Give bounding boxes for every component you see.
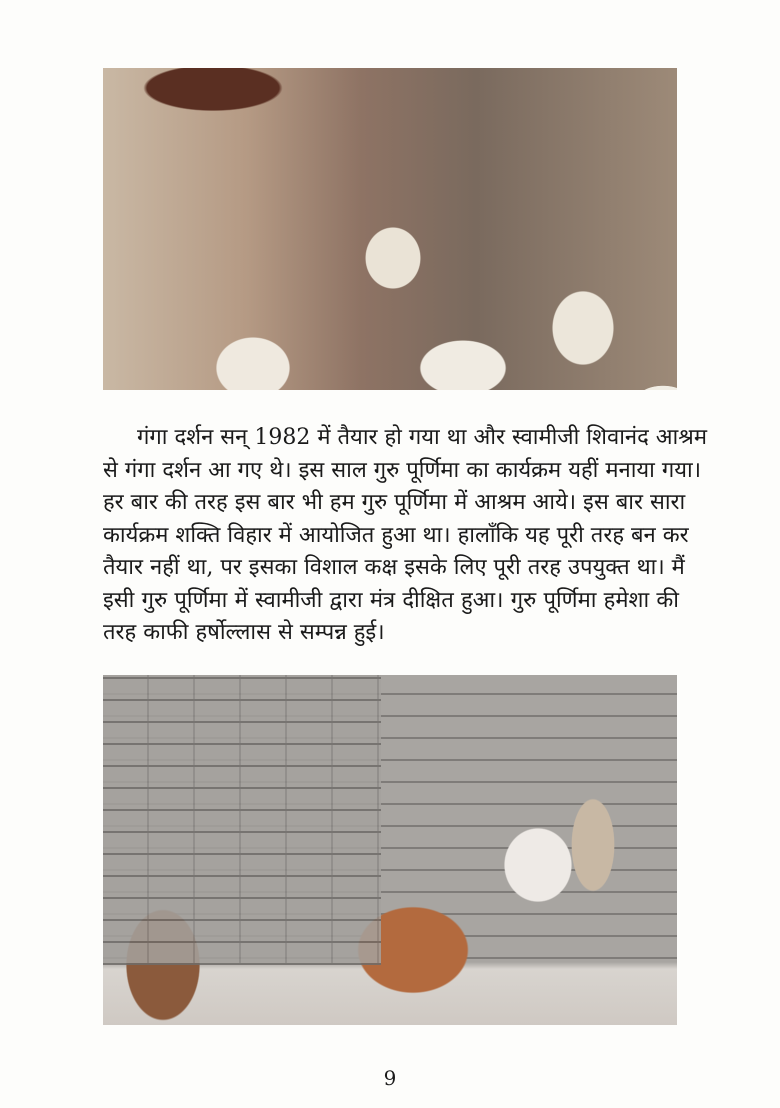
paragraph-line: हर बार की तरह इस बार भी हम गुरु पूर्णिमा में आश्रम आये। इस बार सारा [103, 490, 686, 515]
page-number: 9 [383, 1066, 397, 1090]
paragraph-line: गंगा दर्शन सन् 1982 में तैयार हो गया था और स्वामीजी शिवानंद आश्रम [137, 425, 708, 450]
paragraph-line: इसी गुरु पूर्णिमा में स्वामीजी द्वारा मंत्र दीक्षित हुआ। गुरु पूर्णिमा हमेशा की [103, 587, 679, 613]
paragraph-line: तरह काफी हर्षोल्लास से सम्पन्न हुई। [103, 620, 385, 645]
paragraph-line: कार्यक्रम शक्ति विहार में आयोजित हुआ था। हालाँकि यह पूरी तरह बन कर [103, 522, 689, 548]
brick-wall [103, 675, 381, 965]
paragraph-line: से गंगा दर्शन आ गए थे। इस साल गुरु पूर्णिमा का कार्यक्रम यहीं मनाया गया। [103, 457, 702, 483]
photo-crowd-gathering [103, 68, 677, 390]
photo-swamis-seated [103, 675, 677, 1025]
paragraph-line: तैयार नहीं था, पर इसका विशाल कक्ष इसके लिए पूरी तरह उपयुक्त था। मैं [103, 555, 685, 580]
body-paragraph [103, 422, 708, 650]
